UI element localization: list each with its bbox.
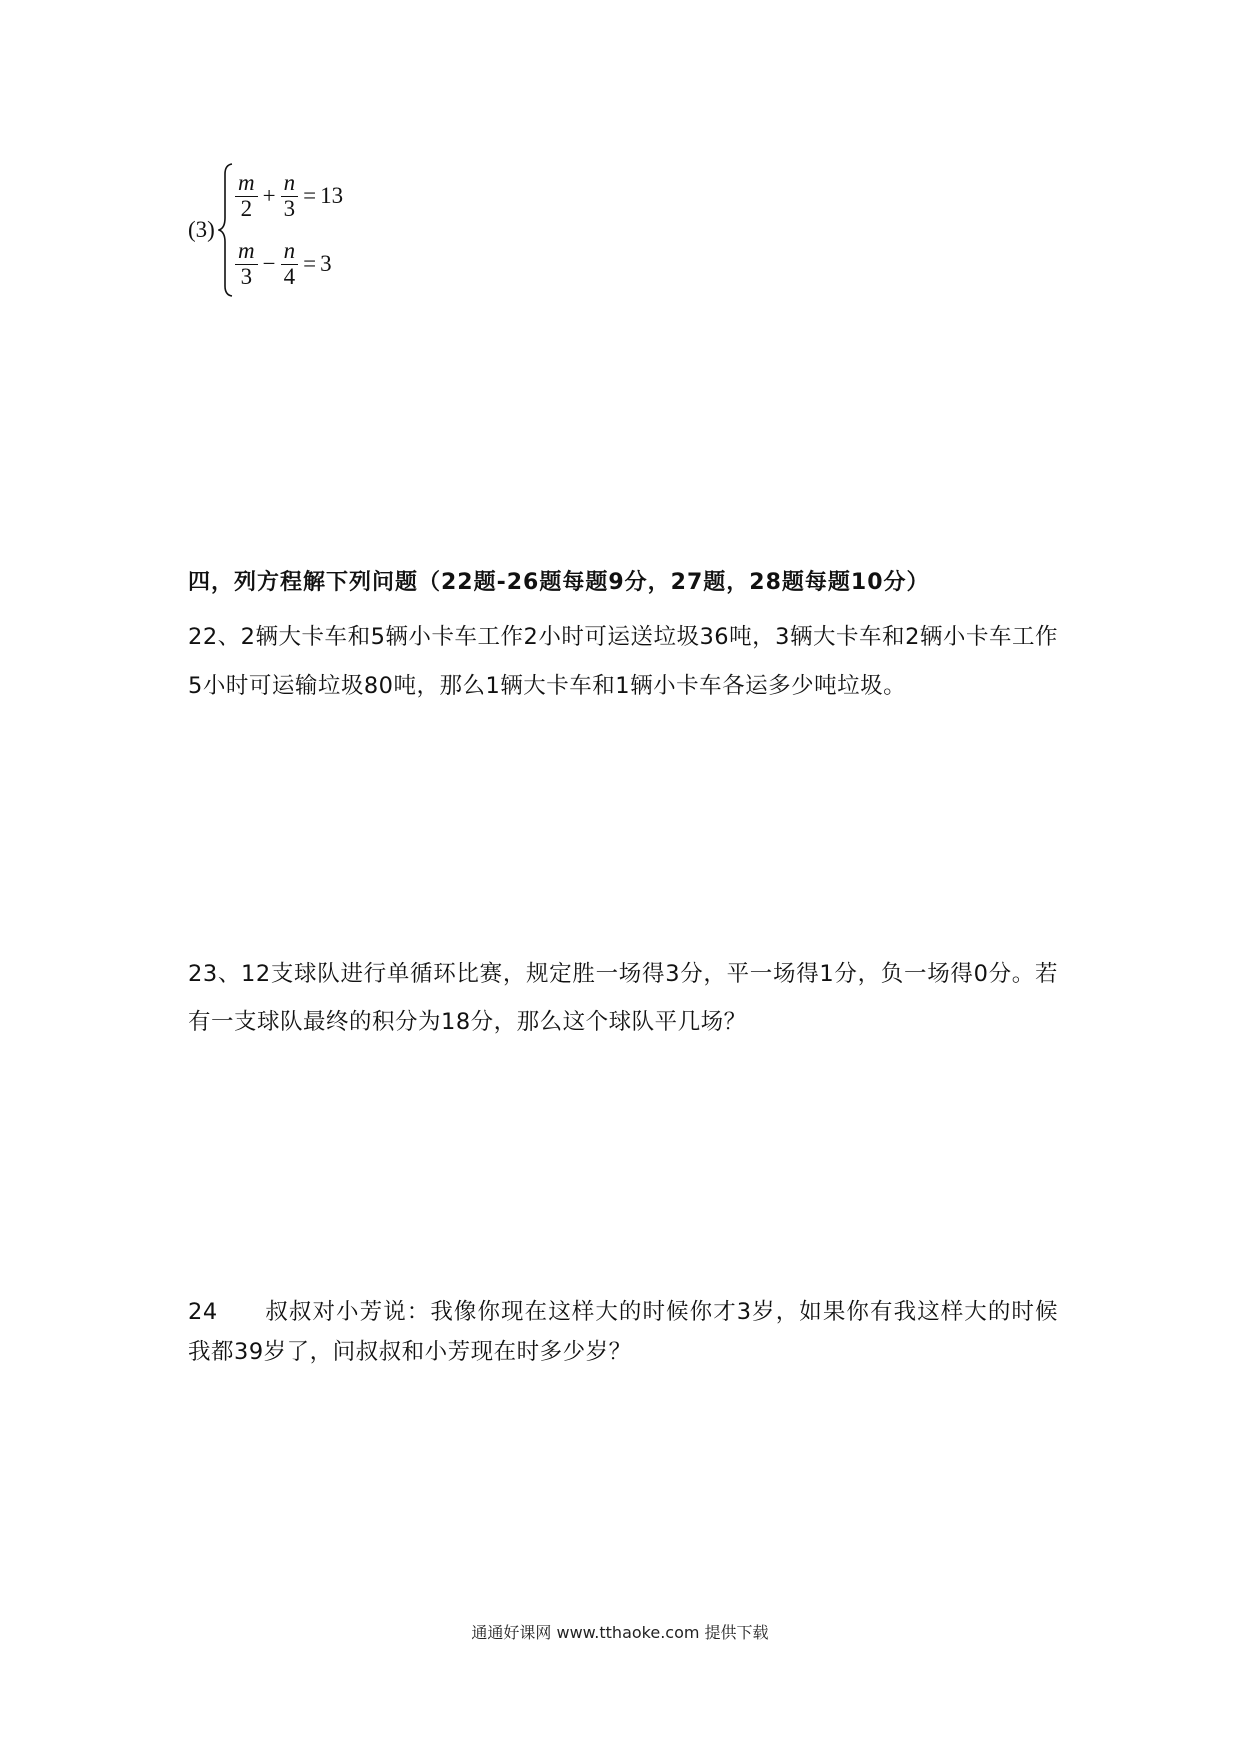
problem-text: 22、2辆大卡车和5辆小卡车工作2小时可运送垃圾36吨，3辆大卡车和2辆小卡车工作5小时可运输垃圾80吨，那么1辆大卡车和1辆小卡车各运多少吨垃圾。: [188, 624, 1058, 699]
problem-text: 24 叔叔对小芳说：我像你现在这样大的时候你才3岁，如果你有我这样大的时候我都39岁了，问叔叔和小芳现在时多少岁？: [188, 1299, 1058, 1365]
operator: −: [262, 251, 276, 276]
fraction: [281, 171, 299, 220]
denominator: 3: [240, 263, 253, 289]
fraction: [281, 239, 299, 288]
problem-22: [188, 613, 1058, 711]
numerator: n: [281, 171, 299, 196]
denominator: 2: [240, 195, 253, 221]
fraction: [235, 239, 258, 288]
operator: +: [262, 183, 276, 208]
problem-24: [188, 1292, 1058, 1372]
equation-system-3: [188, 160, 368, 300]
section-heading: 四，列方程解下列问题（22题-26题每题9分，27题，28题每题10分）: [188, 570, 930, 595]
denominator: 3: [283, 195, 296, 221]
fraction: [235, 171, 258, 220]
left-brace: [218, 162, 234, 298]
right-hand-side: 13: [320, 183, 344, 208]
problem-23: [188, 950, 1058, 1046]
equation-2: [233, 232, 332, 296]
numerator: m: [235, 171, 258, 196]
numerator: n: [281, 239, 299, 264]
right-hand-side: 3: [320, 251, 332, 276]
problem-text: 23、12支球队进行单循环比赛，规定胜一场得3分，平一场得1分，负一场得0分。若有一支球队最终的积分为18分，那么这个球队平几场？: [188, 961, 1058, 1035]
numerator: m: [235, 239, 258, 264]
equation-1: [233, 164, 343, 228]
equals-sign: =: [303, 251, 317, 276]
page-footer: 通通好课网 www.tthaoke.com 提供下载: [471, 1623, 769, 1642]
denominator: 4: [283, 263, 296, 289]
system-label: (3): [188, 217, 215, 242]
equals-sign: =: [303, 183, 317, 208]
